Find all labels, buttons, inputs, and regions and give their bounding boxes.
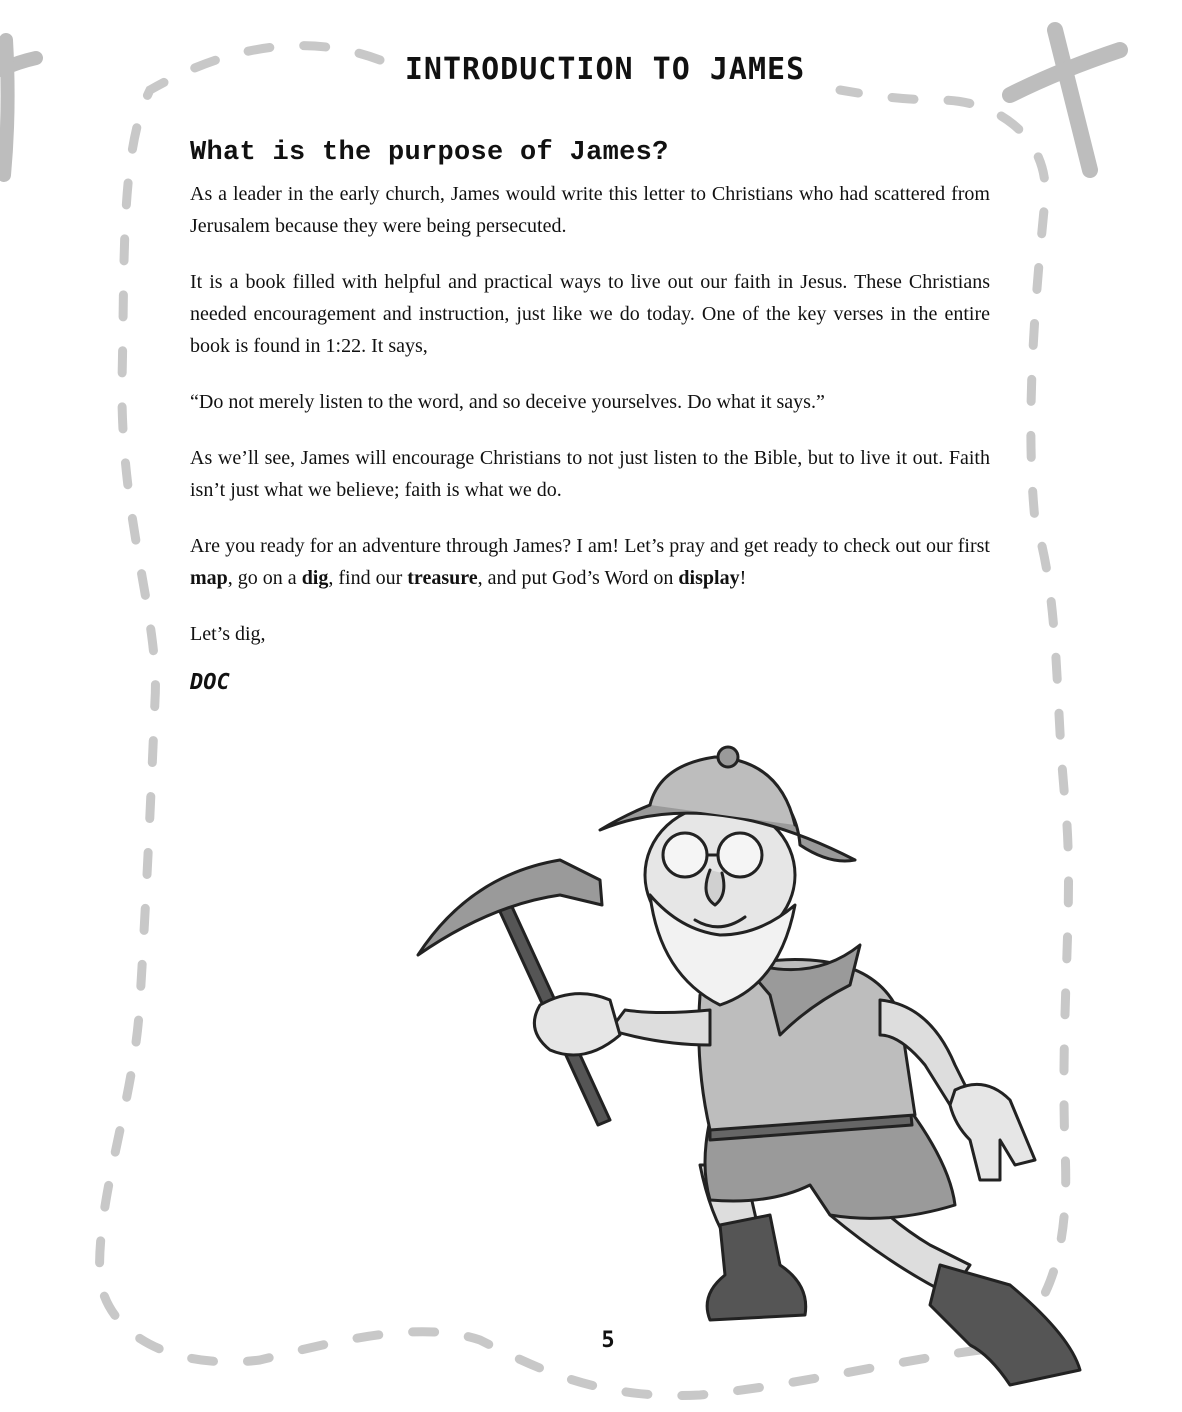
p5-dig: dig	[301, 567, 329, 589]
open-hand	[950, 1084, 1035, 1180]
p5-display: display	[678, 567, 740, 589]
p5-sep2: , find our	[328, 567, 408, 589]
paragraph-2: It is a book filled with helpful and practical ways to live out our faith in Jesus. These Christians needed encouragement and instruction, just like we do today. One of the key verses in the entire book is found in 1:22. It says,	[190, 271, 990, 357]
p5-map: map	[190, 567, 228, 589]
paragraph-1: As a leader in the early church, James would write this letter to Christians who had scattered from Jerusalem because they were being persecuted.	[190, 183, 990, 237]
front-boot	[930, 1265, 1080, 1385]
signature: DOC	[190, 670, 230, 695]
p5-text-start: Are you ready for an adventure through James? I am! Let’s pray and get ready to check out our first	[190, 535, 990, 557]
gripping-hand	[534, 994, 620, 1055]
body-content	[190, 138, 990, 695]
closing-line: Let’s dig,	[190, 623, 266, 645]
p5-end: !	[739, 567, 747, 589]
page-number: 5	[601, 1328, 615, 1353]
p5-sep3: , and put God’s Word on	[477, 567, 679, 589]
p5-sep1: , go on a	[227, 567, 302, 589]
paragraph-5	[190, 530, 990, 594]
top-right-x-mark	[1010, 30, 1120, 170]
page-title: INTRODUCTION TO JAMES	[404, 52, 806, 87]
p5-treasure: treasure	[407, 567, 478, 589]
pickaxe-head	[418, 860, 602, 955]
quote-paragraph: “Do not merely listen to the word, and so deceive yourselves. Do what it says.”	[190, 391, 825, 413]
section-heading: What is the purpose of James?	[190, 138, 669, 168]
back-boot	[707, 1215, 806, 1320]
paragraph-4: As we’ll see, James will encourage Christians to not just listen to the Bible, but to live it out. Faith isn’t just what we believe; faith is what we do.	[190, 447, 990, 501]
explorer-with-pickaxe-illustration	[410, 745, 1100, 1405]
